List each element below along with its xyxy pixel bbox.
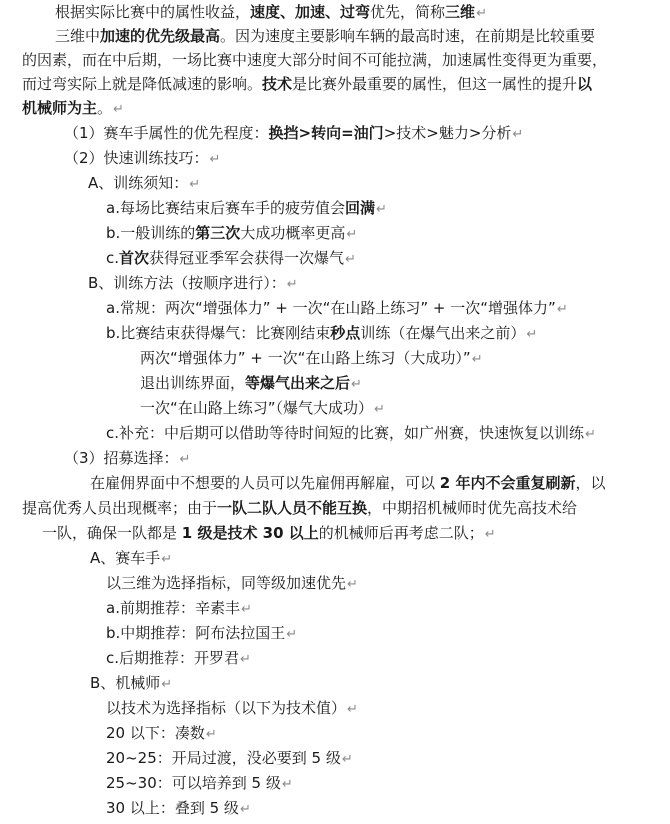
paragraph-mark-icon: ↵ xyxy=(476,6,487,21)
text-line: a.前期推荐：辛素丰↵ xyxy=(106,599,252,617)
paragraph-mark-icon: ↵ xyxy=(205,727,217,742)
text-line: （3）招募选择：↵ xyxy=(64,449,191,467)
text-line: 的因素，而在中后期，一场比赛中速度大部分时间不可能拉满，加速属性变得更为重要， xyxy=(22,51,608,69)
paragraph-mark-icon: ↵ xyxy=(341,752,353,767)
paragraph-mark-icon: ↵ xyxy=(471,352,483,367)
paragraph-mark-icon: ↵ xyxy=(161,552,173,567)
paragraph-mark-icon: ↵ xyxy=(346,227,358,242)
paragraph-mark-icon: ↵ xyxy=(286,277,298,292)
text-line: c.首次获得冠亚季军会获得一次爆气↵ xyxy=(106,249,356,267)
paragraph-mark-icon: ↵ xyxy=(286,627,298,642)
paragraph-mark-icon: ↵ xyxy=(240,602,252,617)
text-line: 根据实际比赛中的属性收益，速度、加速、过弯优先，简称三维↵ xyxy=(55,3,487,21)
text-line: b.比赛结束获得爆气：比赛刚结束秒点训练（在爆气出来之前）↵ xyxy=(106,324,538,342)
text-line: 机械师为主。↵ xyxy=(22,99,124,117)
paragraph-mark-icon: ↵ xyxy=(585,427,596,442)
text-line: 30 以上：叠到 5 级↵ xyxy=(106,799,251,817)
paragraph-mark-icon: ↵ xyxy=(179,452,191,467)
text-line: A、训练须知：↵ xyxy=(88,174,201,192)
paragraph-mark-icon: ↵ xyxy=(375,202,387,217)
text-line: A、赛车手↵ xyxy=(90,549,173,567)
text-line: 20 以下：凑数↵ xyxy=(106,724,217,742)
text-line: 而过弯实际上就是降低减速的影响。技术是比赛外最重要的属性，但这一属性的提升以 xyxy=(22,75,593,93)
text-line: a.每场比赛结束后赛车手的疲劳值会回满↵ xyxy=(106,199,387,217)
text-line: 退出训练界面，等爆气出来之后↵ xyxy=(140,374,362,392)
paragraph-mark-icon: ↵ xyxy=(351,377,362,392)
paragraph-mark-icon: ↵ xyxy=(113,102,124,117)
paragraph-mark-icon: ↵ xyxy=(374,402,385,417)
paragraph-mark-icon: ↵ xyxy=(240,652,251,667)
text-line: 两次“增强体力” + 一次“在山路上练习（大成功）”↵ xyxy=(140,349,483,367)
text-line: B、训练方法（按顺序进行）：↵ xyxy=(88,274,298,292)
text-line: b.一般训练的第三次大成功概率更高↵ xyxy=(106,224,358,242)
text-line: 以三维为选择指标，同等级加速优先↵ xyxy=(106,574,358,592)
text-line: c.补充：中后期可以借助等待时间短的比赛，如广州赛，快速恢复以训练↵ xyxy=(106,424,596,442)
paragraph-mark-icon: ↵ xyxy=(512,127,524,142)
text-line: （2）快速训练技巧：↵ xyxy=(64,149,221,167)
text-line: 提高优秀人员出现概率；由于一队二队人员不能互换，中期招机械师时优先高技术给 xyxy=(22,499,578,517)
paragraph-mark-icon: ↵ xyxy=(209,152,221,167)
text-line: c.后期推荐：开罗君↵ xyxy=(106,649,251,667)
paragraph-mark-icon: ↵ xyxy=(556,302,568,317)
paragraph-mark-icon: ↵ xyxy=(526,327,538,342)
text-line: 20~25：开局过渡，没必要到 5 级↵ xyxy=(106,749,353,767)
paragraph-mark-icon: ↵ xyxy=(484,527,496,542)
text-line: 在雇佣界面中不想要的人员可以先雇佣再解雇，可以 2 年内不会重复刷新，以 xyxy=(90,474,606,492)
text-line: a.常规：两次“增强体力” + 一次“在山路上练习” + 一次“增强体力”↵ xyxy=(106,299,568,317)
paragraph-mark-icon: ↵ xyxy=(345,252,356,267)
text-line: 25~30：可以培养到 5 级↵ xyxy=(106,774,293,792)
text-line: （1）赛车手属性的优先程度：换挡>转向=油门>技术>魅力>分析↵ xyxy=(64,124,524,142)
text-line: B、机械师↵ xyxy=(90,674,173,692)
text-line: 三维中加速的优先级最高。因为速度主要影响车辆的最高时速，在前期是比较重要 xyxy=(55,27,596,45)
text-line: 一次“在山路上练习”（爆气大成功）↵ xyxy=(140,399,385,417)
paragraph-mark-icon: ↵ xyxy=(347,702,358,717)
paragraph-mark-icon: ↵ xyxy=(239,802,251,817)
paragraph-mark-icon: ↵ xyxy=(281,777,293,792)
text-line: 以技术为选择指标（以下为技术值）↵ xyxy=(106,699,358,717)
paragraph-mark-icon: ↵ xyxy=(161,677,173,692)
paragraph-mark-icon: ↵ xyxy=(347,577,358,592)
text-line: b.中期推荐：阿布法拉国王↵ xyxy=(106,624,298,642)
text-line: 一队，确保一队都是 1 级是技术 30 以上的机械师后再考虑二队；↵ xyxy=(42,524,496,542)
paragraph-mark-icon: ↵ xyxy=(189,177,201,192)
